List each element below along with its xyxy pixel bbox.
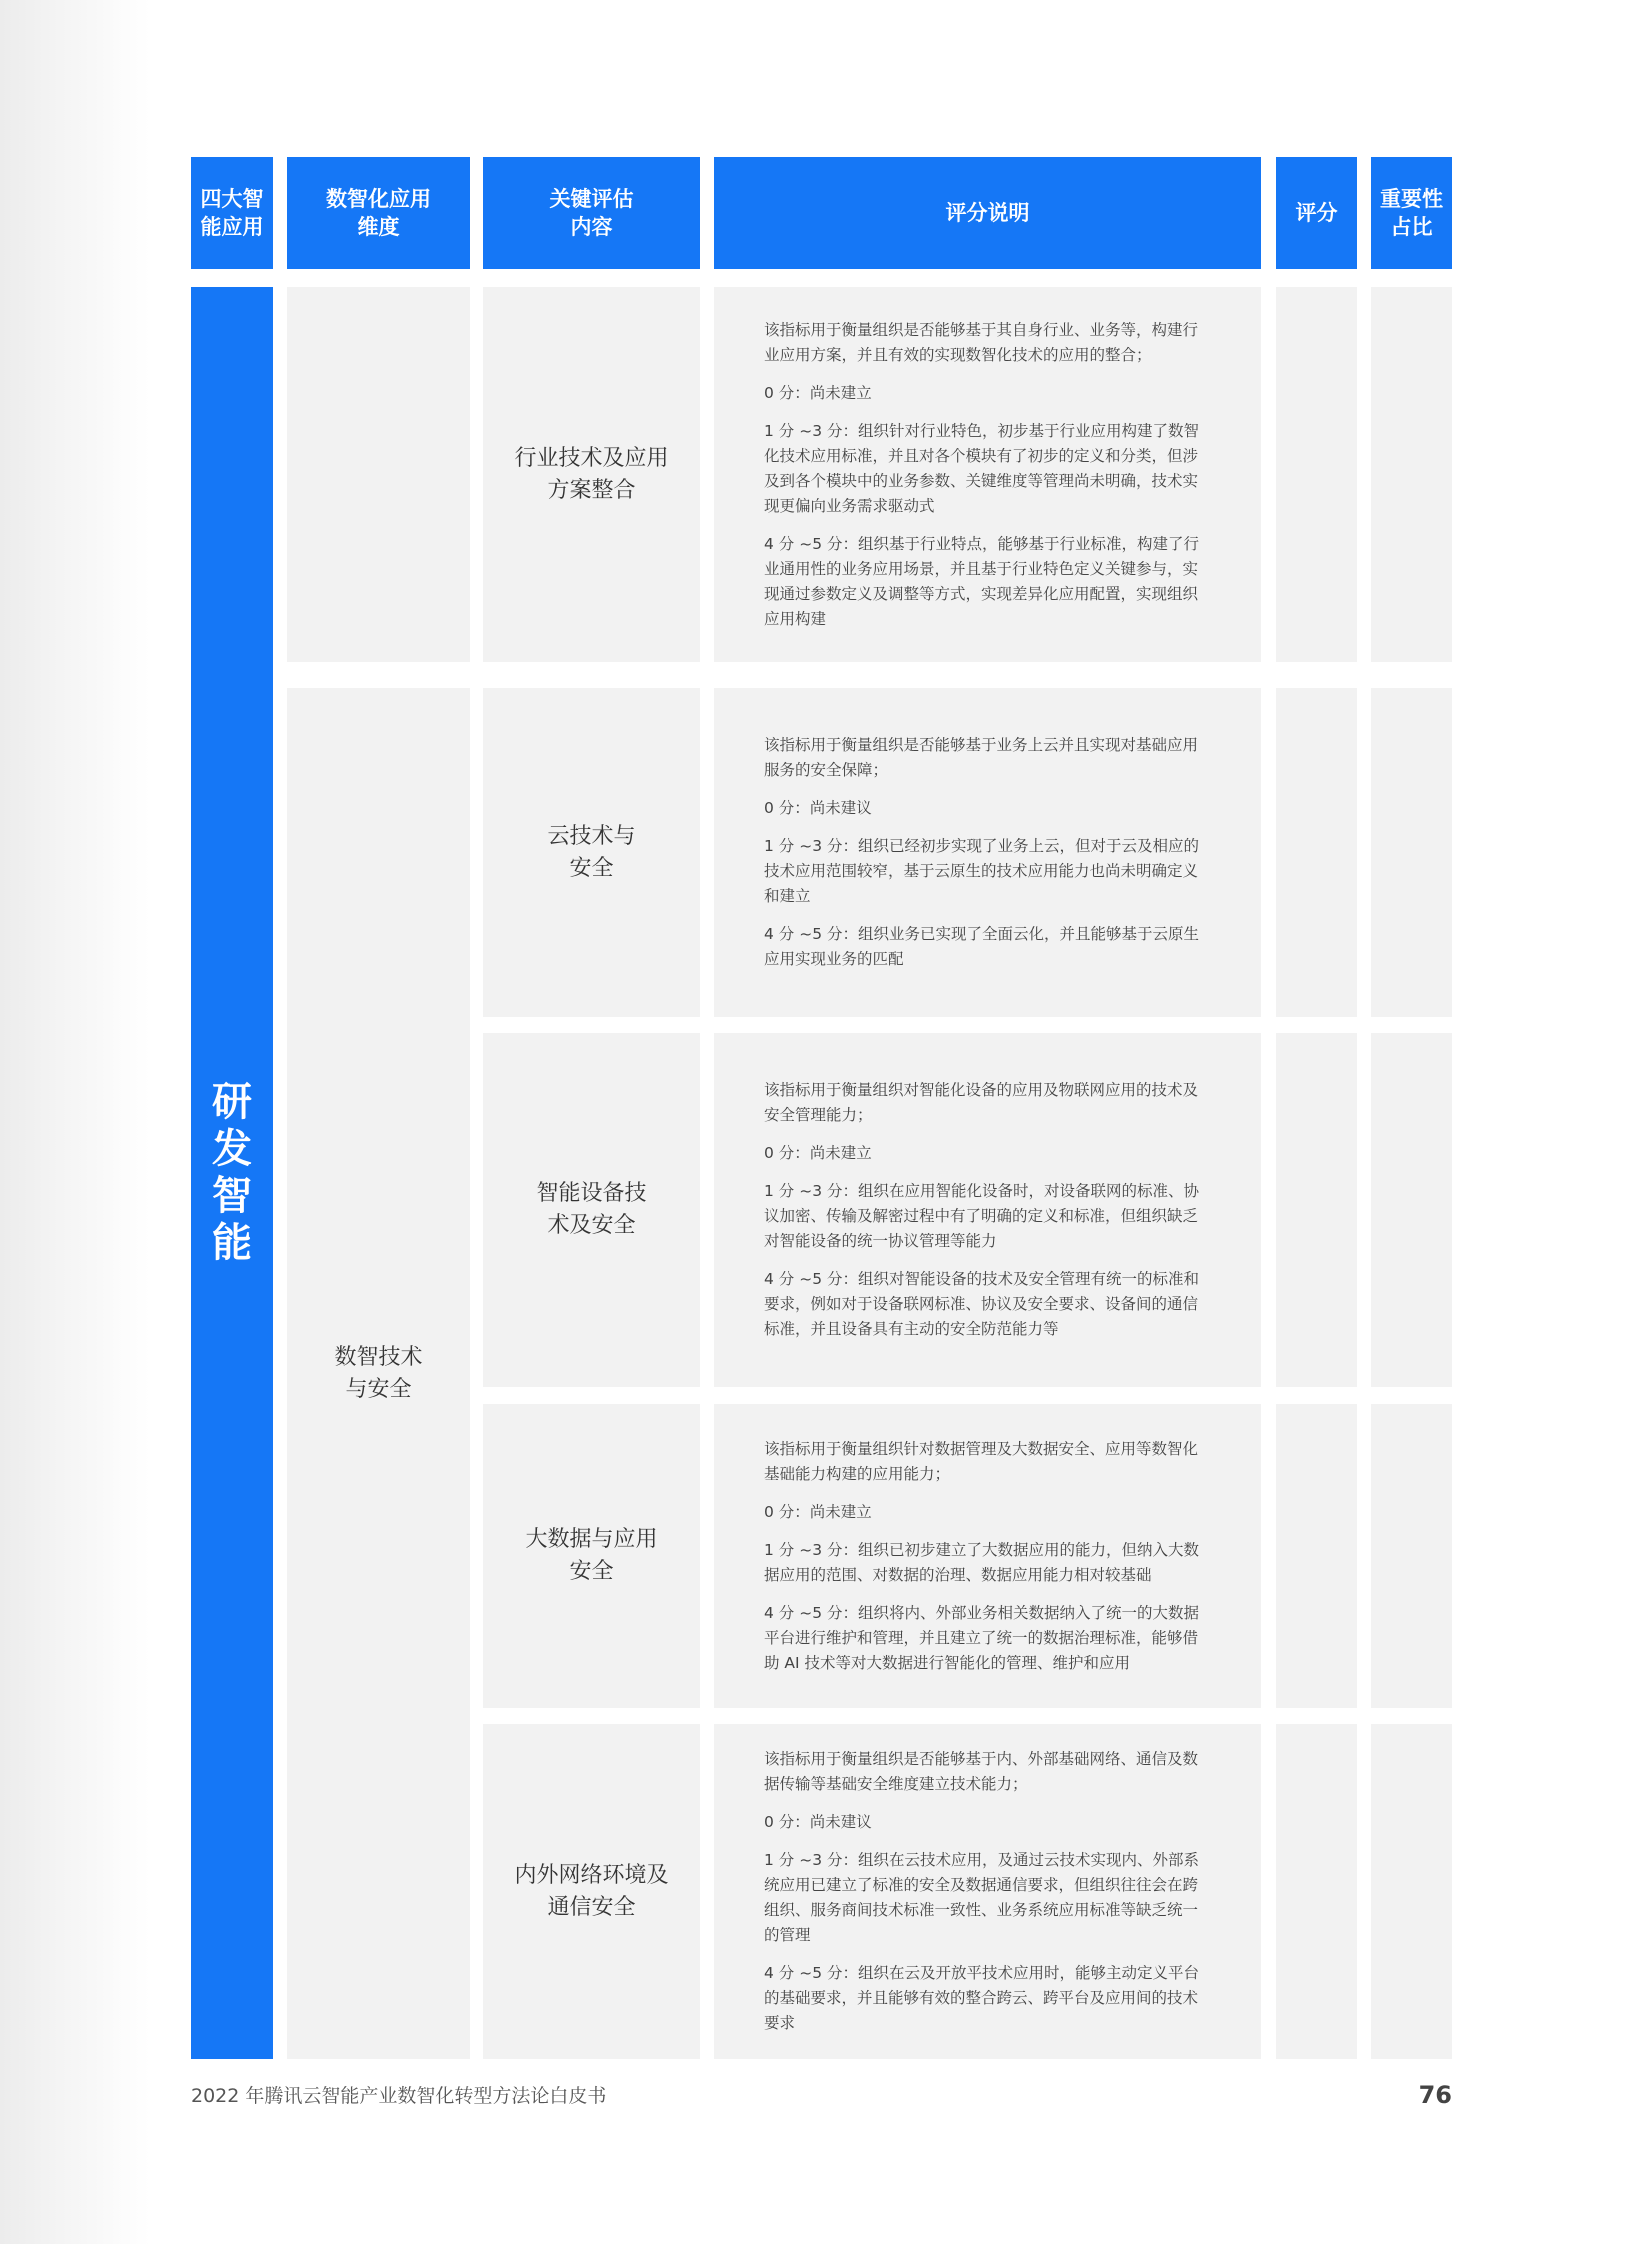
dimension-cell-2: 数智技术 与安全 [287,688,470,2059]
importance-cell[interactable] [1371,688,1452,1017]
footer-document-title: 2022 年腾讯云智能产业数智化转型方法论白皮书 [191,2085,607,2107]
header-key-content: 关键评估 内容 [483,157,700,269]
description-cell: 该指标用于衡量组织是否能够基于业务上云并且实现对基础应用服务的安全保障； 0 分：尚未建议 1 分 ~3 分：组织已经初步实现了业务上云，但对于云及相应的技术应用范围较窄，基于云原生的技术应用能力也尚未明确定义和建立 4 分 ~5 分：组织业务已实现了全面云化，并且能够基于云原生应用实现业务的匹配 [714,688,1261,1017]
description-cell: 该指标用于衡量组织针对数据管理及大数据安全、应用等数智化基础能力构建的应用能力； 0 分：尚未建立 1 分 ~3 分：组织已初步建立了大数据应用的能力，但纳入大数据应用的范围、对数据的治理、数据应用能力相对较基础 4 分 ~5 分：组织将内、外部业务相关数据纳入了统一的大数据平台进行维护和管理，并且建立了统一的数据治理标准，能够借助 AI 技术等对大数据进行智能化的管理、维护和应用 [714,1404,1261,1708]
importance-cell[interactable] [1371,1724,1452,2059]
importance-cell[interactable] [1371,1404,1452,1708]
page-edge-shadow [0,0,150,2244]
score-cell[interactable] [1276,1724,1357,2059]
key-content-cell: 行业技术及应用 方案整合 [483,287,700,662]
header-dimension: 数智化应用 维度 [287,157,470,269]
score-cell[interactable] [1276,1033,1357,1387]
key-content-cell: 智能设备技 术及安全 [483,1033,700,1387]
key-content-cell: 云技术与 安全 [483,688,700,1017]
dimension-cell-1 [287,287,470,662]
key-content-cell: 内外网络环境及 通信安全 [483,1724,700,2059]
header-score: 评分 [1276,157,1357,269]
key-content-cell: 大数据与应用 安全 [483,1404,700,1708]
category-label: 研发智能 [212,1079,252,1266]
category-cell [191,287,273,2059]
score-cell[interactable] [1276,1404,1357,1708]
score-cell[interactable] [1276,287,1357,662]
description-cell: 该指标用于衡量组织是否能够基于其自身行业、业务等，构建行业应用方案，并且有效的实现数智化技术的应用的整合； 0 分：尚未建立 1 分 ~3 分：组织针对行业特色，初步基于行业应用构建了数智化技术应用标准，并且对各个模块有了初步的定义和分类，但涉及到各个模块中的业务参数、关键维度等管理尚未明确，技术实现更偏向业务需求驱动式 4 分 ~5 分：组织基于行业特点，能够基于行业标准，构建了行业通用性的业务应用场景，并且基于行业特色定义关键参与，实现通过参数定义及调整等方式，实现差异化应用配置，实现组织应用构建 [714,287,1261,662]
description-cell: 该指标用于衡量组织对智能化设备的应用及物联网应用的技术及安全管理能力； 0 分：尚未建立 1 分 ~3 分：组织在应用智能化设备时，对设备联网的标准、协议加密、传输及解密过程中有了明确的定义和标准，但组织缺乏对智能设备的统一协议管理等能力 4 分 ~5 分：组织对智能设备的技术及安全管理有统一的标准和要求，例如对于设备联网标准、协议及安全要求、设备间的通信标准，并且设备具有主动的安全防范能力等 [714,1033,1261,1387]
header-category: 四大智 能应用 [191,157,273,269]
header-score-description: 评分说明 [714,157,1261,269]
importance-cell[interactable] [1371,1033,1452,1387]
page-number: 76 [1418,2081,1452,2109]
header-importance: 重要性 占比 [1371,157,1452,269]
score-cell[interactable] [1276,688,1357,1017]
importance-cell[interactable] [1371,287,1452,662]
description-cell: 该指标用于衡量组织是否能够基于内、外部基础网络、通信及数据传输等基础安全维度建立技术能力； 0 分：尚未建议 1 分 ~3 分：组织在云技术应用，及通过云技术实现内、外部系统应用已建立了标准的安全及数据通信要求，但组织往往会在跨组织、服务商间技术标准一致性、业务系统应用标准等缺乏统一的管理 4 分 ~5 分：组织在云及开放平技术应用时，能够主动定义平台的基础要求，并且能够有效的整合跨云、跨平台及应用间的技术要求 [714,1724,1261,2059]
